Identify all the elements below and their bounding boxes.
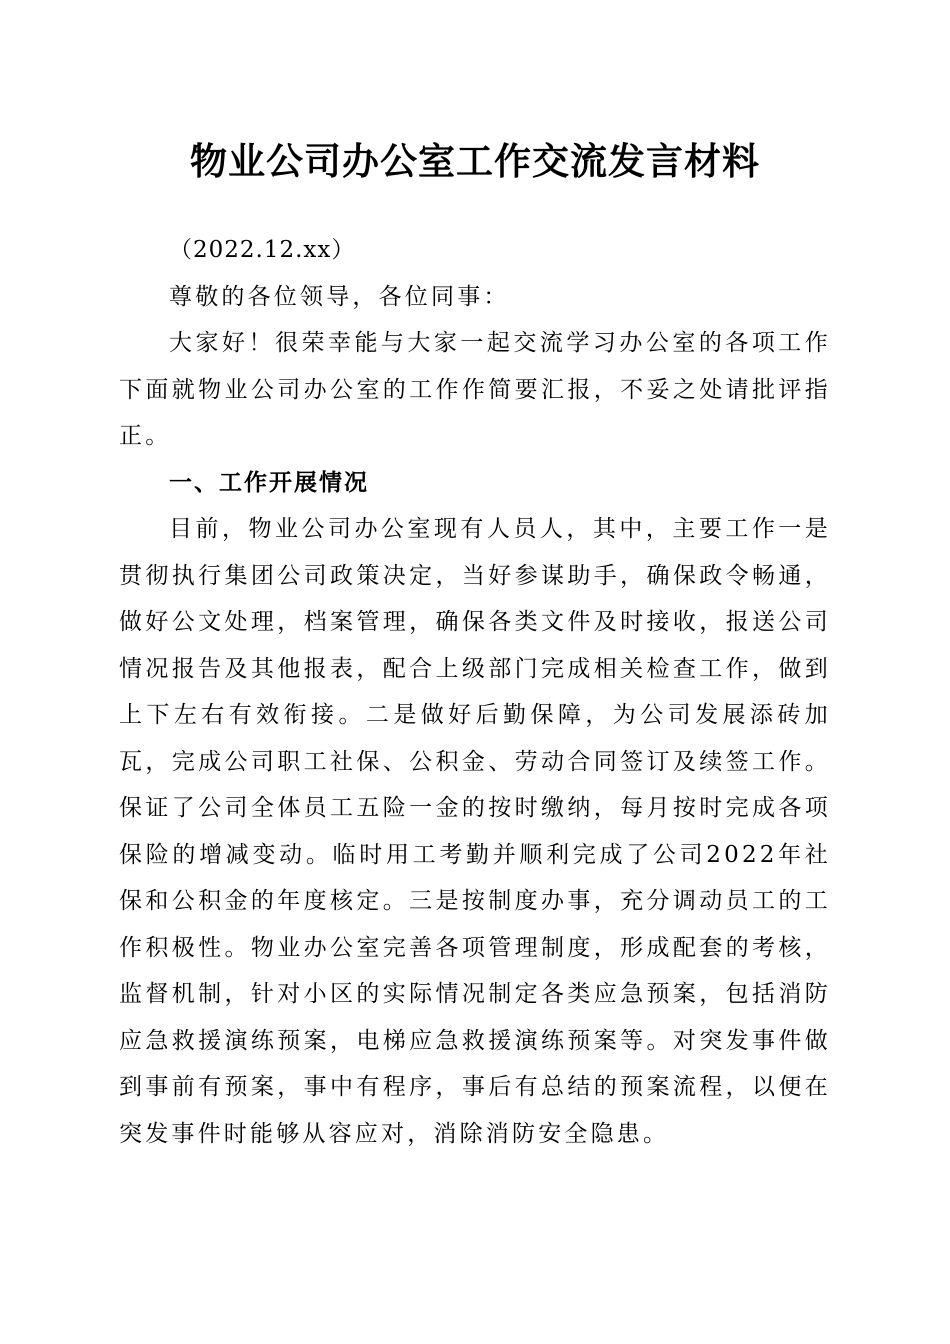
document-title: 物业公司办公室工作交流发言材料 bbox=[190, 139, 760, 183]
document-date: （2022.12.xx） bbox=[169, 237, 356, 263]
intro-paragraph: 大家好！很荣幸能与大家一起交流学习办公室的各项工作下面就物业公司办公室的工作作简要汇报，不妥之处请批评指正。 bbox=[119, 330, 831, 449]
document-body bbox=[119, 227, 831, 1157]
salutation: 尊敬的各位领导，各位同事： bbox=[169, 283, 510, 310]
section-heading: 一、工作开展情况 bbox=[169, 469, 369, 496]
section-body-paragraph: 目前，物业公司办公室现有人员人，其中，主要工作一是贯彻执行集团公司政策决定，当好参谋助手，确保政令畅通，做好公文处理，档案管理，确保各类文件及时接收，报送公司情况报告及其他报表，配合上级部门完成相关检查工作，做到上下左右有效衔接。二是做好后勤保障，为公司发展添砖加瓦，完成公司职工社保、公积金、劳动合同签订及续签工作。保证了公司全体员工五险一金的按时缴纳，每月按时完成各项保险的增减变动。临时用工考勤并顺利完成了公司2022年社保和公积金的年度核定。三是按制度办事，充分调动员工的工作积极性。物业办公室完善各项管理制度，形成配套的考核，监督机制，针对小区的实际情况制定各类应急预案，包括消防应急救援演练预案，电梯应急救援演练预案等。对突发事件做到事前有预案，事中有程序，事后有总结的预案流程，以便在突发事件时能够从容应对，消除消防安全隐患。 bbox=[119, 516, 831, 1147]
